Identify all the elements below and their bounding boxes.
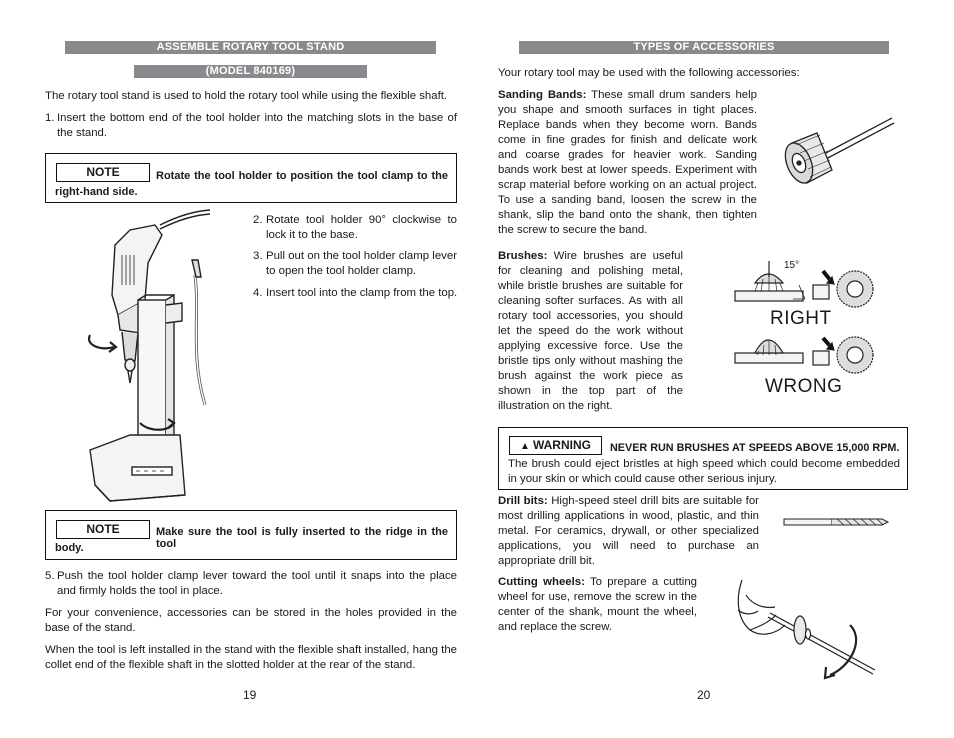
drill-bits-title: Drill bits: [498, 495, 548, 507]
sanding-band-illustration [782, 115, 902, 205]
warning-heading: NEVER RUN BRUSHES AT SPEEDS ABOVE 15,000 RPM. [610, 442, 900, 454]
rotary-tool-stand-illustration [70, 205, 280, 505]
wrong-label: WRONG [765, 376, 843, 397]
warning-tag [509, 436, 602, 455]
note-1-line-a: Rotate the tool holder to position the tool clamp to the [156, 170, 448, 182]
angle-label: 15° [784, 260, 800, 271]
cutting-wheel-illustration [730, 575, 880, 685]
step-1-number: 1. [45, 112, 55, 124]
storage-paragraph: For your convenience, accessories can be stored in the holes provided in the base of the stand. [45, 607, 457, 634]
accessories-intro: Your rotary tool may be used with the following accessories: [498, 67, 800, 79]
page-number-right: 20 [697, 688, 711, 702]
step-2-text: Rotate tool holder 90° clockwise to lock it to the base. [266, 214, 457, 241]
cutting-wheels-text: To prepare a cutting wheel for use, remove the screw in the center of the shank, mount the wheel, and replace the screw. [498, 576, 697, 633]
flexible-shaft-paragraph: When the tool is left installed in the stand with the flexible shaft installed, hang the collet end of the flexible shaft in the slotted holder at the rear of the stand. [45, 644, 457, 671]
sanding-bands-paragraph [498, 88, 757, 238]
step-5-text: Push the tool holder clamp lever toward the tool until it snaps into the place and firmly holds the tool in place. [57, 570, 457, 597]
page-number-left: 19 [243, 688, 257, 702]
warning-box [498, 427, 908, 490]
step-3-text: Pull out on the tool holder clamp lever to open the tool holder clamp. [266, 250, 457, 277]
section-subheader-model: (MODEL 840169) [134, 65, 367, 78]
cutting-wheels-title: Cutting wheels: [498, 576, 585, 588]
brushes-title: Brushes: [498, 250, 548, 262]
warning-triangle-icon: ▲ [520, 441, 530, 452]
sanding-bands-title: Sanding Bands: [498, 89, 587, 101]
drill-bit-illustration [782, 515, 892, 529]
note-tag-1: NOTE [56, 163, 150, 182]
step-2-number: 2. [253, 214, 263, 226]
right-label: RIGHT [770, 308, 832, 329]
step-1-text: Insert the bottom end of the tool holder into the matching slots in the base of the stand. [57, 112, 457, 139]
sanding-bands-text: These small drum sanders help you shape and smooth surfaces in tight places. Replace bands when they become worn. Bands come in fine grades for finish and delicate work and coarse grades for heavier work. Sanding bands work best at lower speeds. Experiment with scrap material before working on an actual project. To use a sanding band, loosen the screw in the shank, slip the band onto the shank, then tighten the screw to secure the band. [498, 89, 757, 236]
step-3-number: 3. [253, 250, 263, 262]
note-2-line-b: body. [55, 542, 84, 554]
warning-tag-label: WARNING [532, 438, 591, 452]
step-4-number: 4. [253, 287, 263, 299]
brushes-paragraph [498, 249, 683, 414]
note-tag-2: NOTE [56, 520, 150, 539]
note-1-line-b: right-hand side. [55, 186, 138, 198]
note-box-1 [45, 153, 457, 203]
note-box-2 [45, 510, 457, 560]
step-5-number: 5. [45, 570, 55, 582]
intro-text: The rotary tool stand is used to hold the rotary tool while using the flexible shaft. [45, 90, 448, 102]
step-4-text: Insert tool into the clamp from the top. [266, 287, 458, 299]
note-2-line-a: Make sure the tool is fully inserted to the ridge in the tool [156, 526, 448, 550]
drill-bits-text: High-speed steel drill bits are suitable for most drilling applications in wood, plastic, and thin metal. For ceramics, drywall, or other specialized applications, you will need to purchase an appropriate drill bit. [498, 495, 759, 567]
brushes-text: Wire brushes are useful for cleaning and polishing metal, while bristle brushes are suitable for cleaning softer surfaces. As with all rotary tool accessories, you should let the speed do the work without applying excessive force. Use the bristle tips only without mashing the brush against the work piece as shown in the top part of the illustration on the right. [498, 250, 683, 412]
section-header-assemble: ASSEMBLE ROTARY TOOL STAND [65, 41, 436, 54]
drill-bits-paragraph [498, 494, 759, 569]
cutting-wheels-paragraph [498, 575, 697, 635]
section-header-accessories: TYPES OF ACCESSORIES [519, 41, 889, 54]
warning-text: The brush could eject bristles at high speed which could become embedded in your skin or which could cause other serious injury. [508, 458, 900, 485]
